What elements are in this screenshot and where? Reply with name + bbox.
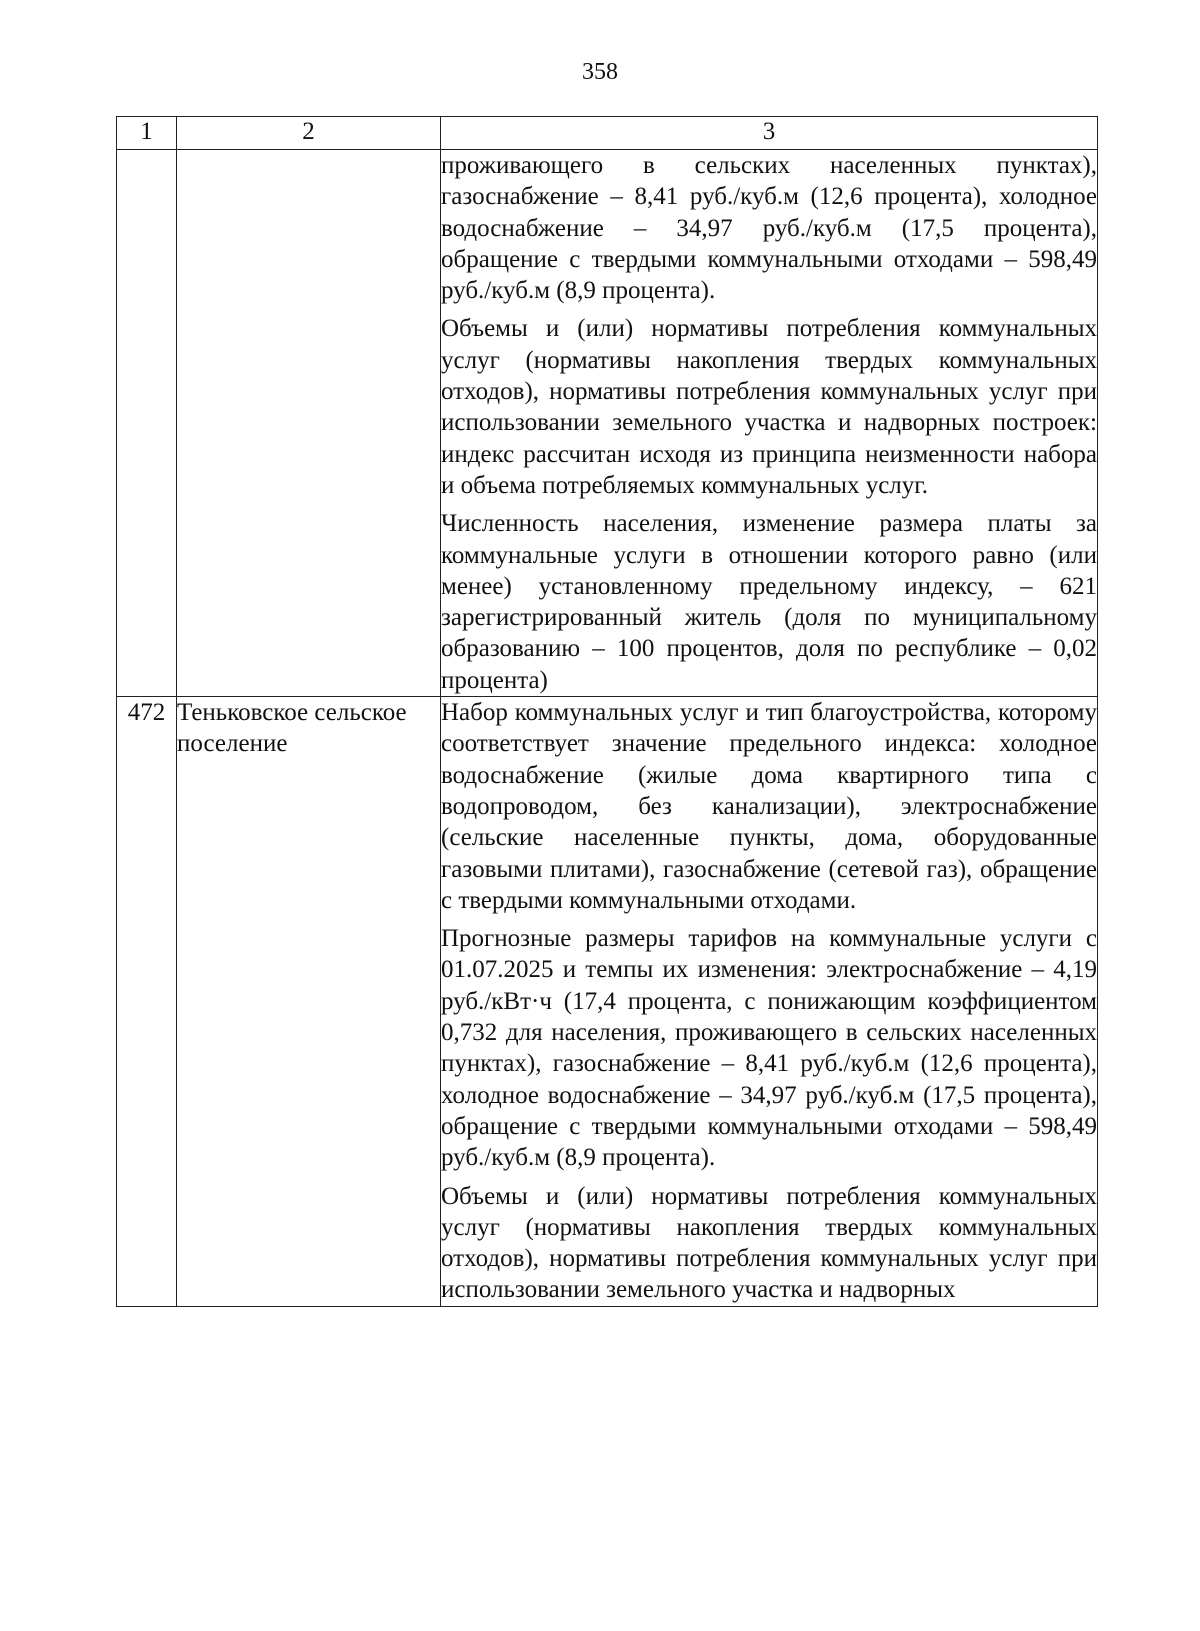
row-number-cell-empty (117, 150, 177, 697)
table-header-row (117, 117, 1098, 150)
table-row-472 (117, 697, 1098, 1307)
services-set-paragraph: Набор коммунальных услуг и тип благоустройства, которому соответствует значение предельного индекса: холодное водоснабжение (жилые дома квартирного типа с водопроводом, без канализации), электроснабжение (сельские населенные пункты, дома, оборудованные газовыми плитами), газоснабжение (сетевой газ), обращение с твердыми коммунальными отходами. (441, 699, 1097, 914)
tariffs-forecast-paragraph: Прогнозные размеры тарифов на коммунальные услуги с 01.07.2025 и темпы их изменения: электроснабжение – 4,19 руб./кВт·ч (17,4 процента, с понижающим коэффициентом 0,732 для населения, проживающего в сельских населенных пунктах), газоснабжение – 8,41 руб./куб.м (12,6 процента), холодное водоснабжение – 34,97 руб./куб.м (17,5 процента), обращение с твердыми коммунальными отходами – 598,49 руб./куб.м (8,9 процента). (441, 925, 1097, 1172)
municipality-name-472: Теньковское сельское поселение (177, 697, 441, 1307)
description-cell-continued (441, 150, 1098, 697)
column-header-3: 3 (441, 117, 1098, 150)
page-number: 358 (582, 59, 618, 85)
regional-index-table (116, 116, 1098, 1307)
column-header-2: 2 (177, 117, 441, 150)
continued-population-paragraph: Численность населения, изменение размера платы за коммунальные услуги в отношении которого равно (или менее) установленному предельному индексу, – 621 зарегистрированный житель (доля по муниципальному образованию – 100 процентов, доля по республике – 0,02 процента) (441, 510, 1097, 694)
municipality-name-cell-empty (177, 150, 441, 697)
description-cell-472 (441, 697, 1098, 1307)
column-header-1: 1 (117, 117, 177, 150)
continued-volumes-paragraph: Объемы и (или) нормативы потребления коммунальных услуг (нормативы накопления твердых коммунальных отходов), нормативы потребления коммунальных услуг при использовании земельного участка и надворных построек: индекс рассчитан исходя из принципа неизменности набора и объема потребляемых коммунальных услуг. (441, 315, 1097, 499)
volumes-norms-paragraph: Объемы и (или) нормативы потребления коммунальных услуг (нормативы накопления твердых коммунальных отходов), нормативы потребления коммунальных услуг при использовании земельного участка и надворных (441, 1182, 1097, 1304)
table-row-continued (117, 150, 1098, 697)
row-number-472: 472 (117, 697, 177, 1307)
continued-tariffs-paragraph: проживающего в сельских населенных пунктах), газоснабжение – 8,41 руб./куб.м (12,6 процента), холодное водоснабжение – 34,97 руб./куб.м (17,5 процента), обращение с твердыми коммунальными отходами – 598,49 руб./куб.м (8,9 процента). (441, 152, 1097, 305)
